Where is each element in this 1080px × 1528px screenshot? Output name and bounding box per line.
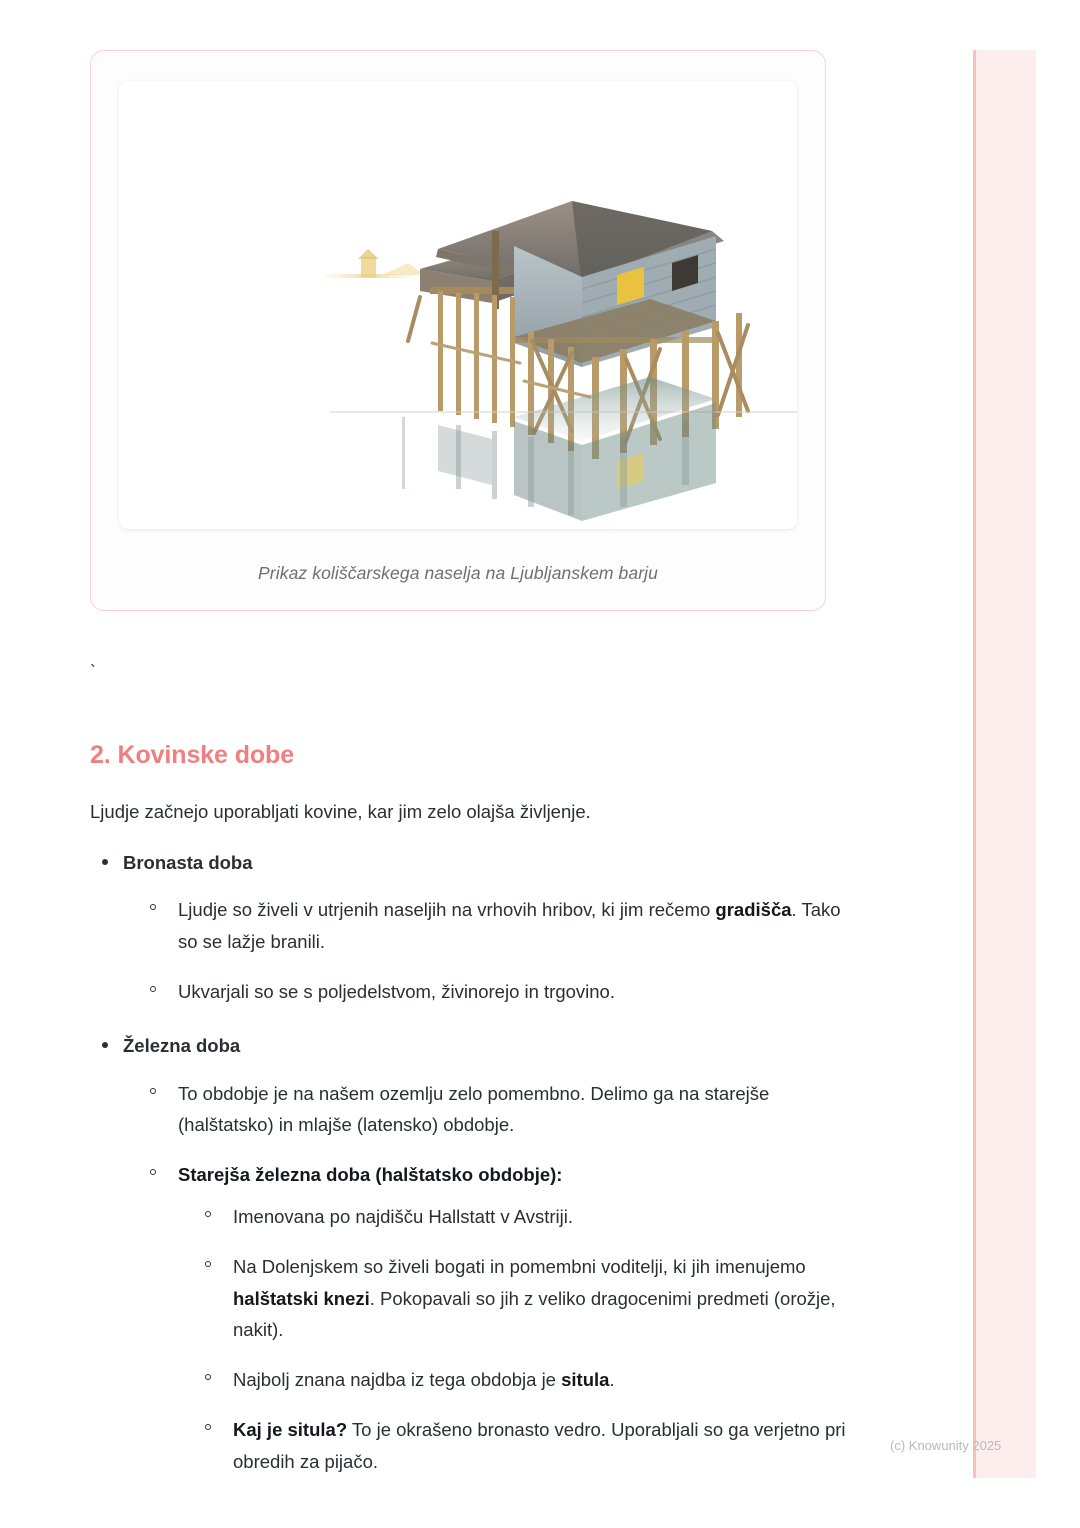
list-item-text: [233, 1369, 615, 1390]
bullet-circle-icon: [205, 1211, 211, 1217]
list-item: [200, 1201, 860, 1233]
right-decorative-sidebar: [973, 50, 1036, 1478]
content-list: [90, 849, 860, 1478]
bullet-circle-icon: [150, 904, 156, 910]
list-item-iron-age: [90, 1032, 860, 1478]
list-item-text: [178, 1164, 562, 1185]
section-heading: 2. Kovinske dobe: [90, 741, 295, 769]
plain-text: Ukvarjali so se s poljedelstvom, živinorejo in trgovino.: [178, 981, 615, 1003]
figure-card: [90, 50, 826, 611]
list-item: [145, 1078, 860, 1142]
bullet-circle-icon: [205, 1261, 211, 1267]
list-item: [200, 1364, 860, 1396]
bullet-circle-icon: [205, 1374, 211, 1380]
plain-text: To obdobje je na našem ozemlju zelo pomembno. Delimo ga na starejše (halštatsko) in mlajše (latensko) obdobje.: [178, 1082, 770, 1136]
plain-text: Ljudje so živeli v utrjenih naseljih na vrhovih hribov, ki jim rečemo: [178, 899, 716, 921]
plain-text: Imenovana po najdišču Hallstatt v Avstriji.: [233, 1206, 574, 1228]
list-item-text: [233, 1206, 573, 1227]
emphasis-text: Starejša železna doba (halštatsko obdobje):: [178, 1164, 563, 1186]
list-item-bronze-age: [90, 849, 860, 1008]
plain-text: .: [609, 1369, 615, 1391]
iron-age-sublist: [145, 1078, 860, 1478]
list-item: [145, 1159, 860, 1478]
list-item: [200, 1251, 860, 1346]
plain-text: Na Dolenjskem so živeli bogati in pomembni voditelji, ki jih imenujemo: [233, 1255, 806, 1277]
plain-text: Najbolj znana najdba iz tega obdobja je: [233, 1369, 562, 1391]
list-item-text: [178, 1083, 769, 1136]
iron-age-label: Železna doba: [123, 1034, 241, 1056]
list-item: [145, 894, 860, 958]
list-item-text: [178, 981, 615, 1002]
figure-image-frame: [119, 81, 797, 529]
plain-text: . Pokopavali so jih z veliko dragocenimi predmeti (orožje, nakit).: [233, 1287, 836, 1341]
plain-text: . Tako so se lažje branili.: [178, 899, 841, 953]
bullet-circle-icon: [150, 1169, 156, 1175]
bronze-age-sublist: [145, 894, 860, 1007]
nested-subblock: [200, 1201, 860, 1478]
bronze-age-subblock: [123, 894, 860, 1007]
list-item-text: [178, 899, 841, 952]
copyright-watermark: (c) Knowunity 2025: [890, 1438, 1002, 1453]
stilt-house-illustration: [119, 81, 797, 529]
section-intro-paragraph: Ljudje začnejo uporabljati kovine, kar jim zelo olajša življenje.: [90, 801, 591, 822]
list-item: [145, 976, 860, 1008]
list-item-text: [233, 1419, 846, 1472]
emphasis-text: gradišča: [715, 899, 792, 921]
stray-backtick-text: `: [90, 662, 96, 682]
list-item-text: [233, 1256, 836, 1341]
bullet-disc-icon: [102, 859, 108, 865]
list-item: [200, 1414, 860, 1478]
bronze-age-label: Bronasta doba: [123, 851, 253, 873]
iron-age-subblock: [123, 1078, 860, 1478]
figure-caption: Prikaz koliščarskega naselja na Ljubljanskem barju: [258, 563, 658, 583]
emphasis-text: halštatski knezi: [233, 1287, 370, 1309]
bullet-disc-icon: [102, 1042, 108, 1048]
emphasis-text: Kaj je situla?: [233, 1419, 348, 1441]
plain-text: To je okrašeno bronasto vedro. Uporabljali so ga verjetno pri obredih za pijačo.: [233, 1419, 846, 1472]
bullet-circle-icon: [205, 1424, 211, 1430]
bullet-circle-icon: [150, 1088, 156, 1094]
nested-sublist: [200, 1201, 860, 1478]
bullet-circle-icon: [150, 986, 156, 992]
emphasis-text: situla: [561, 1369, 610, 1391]
